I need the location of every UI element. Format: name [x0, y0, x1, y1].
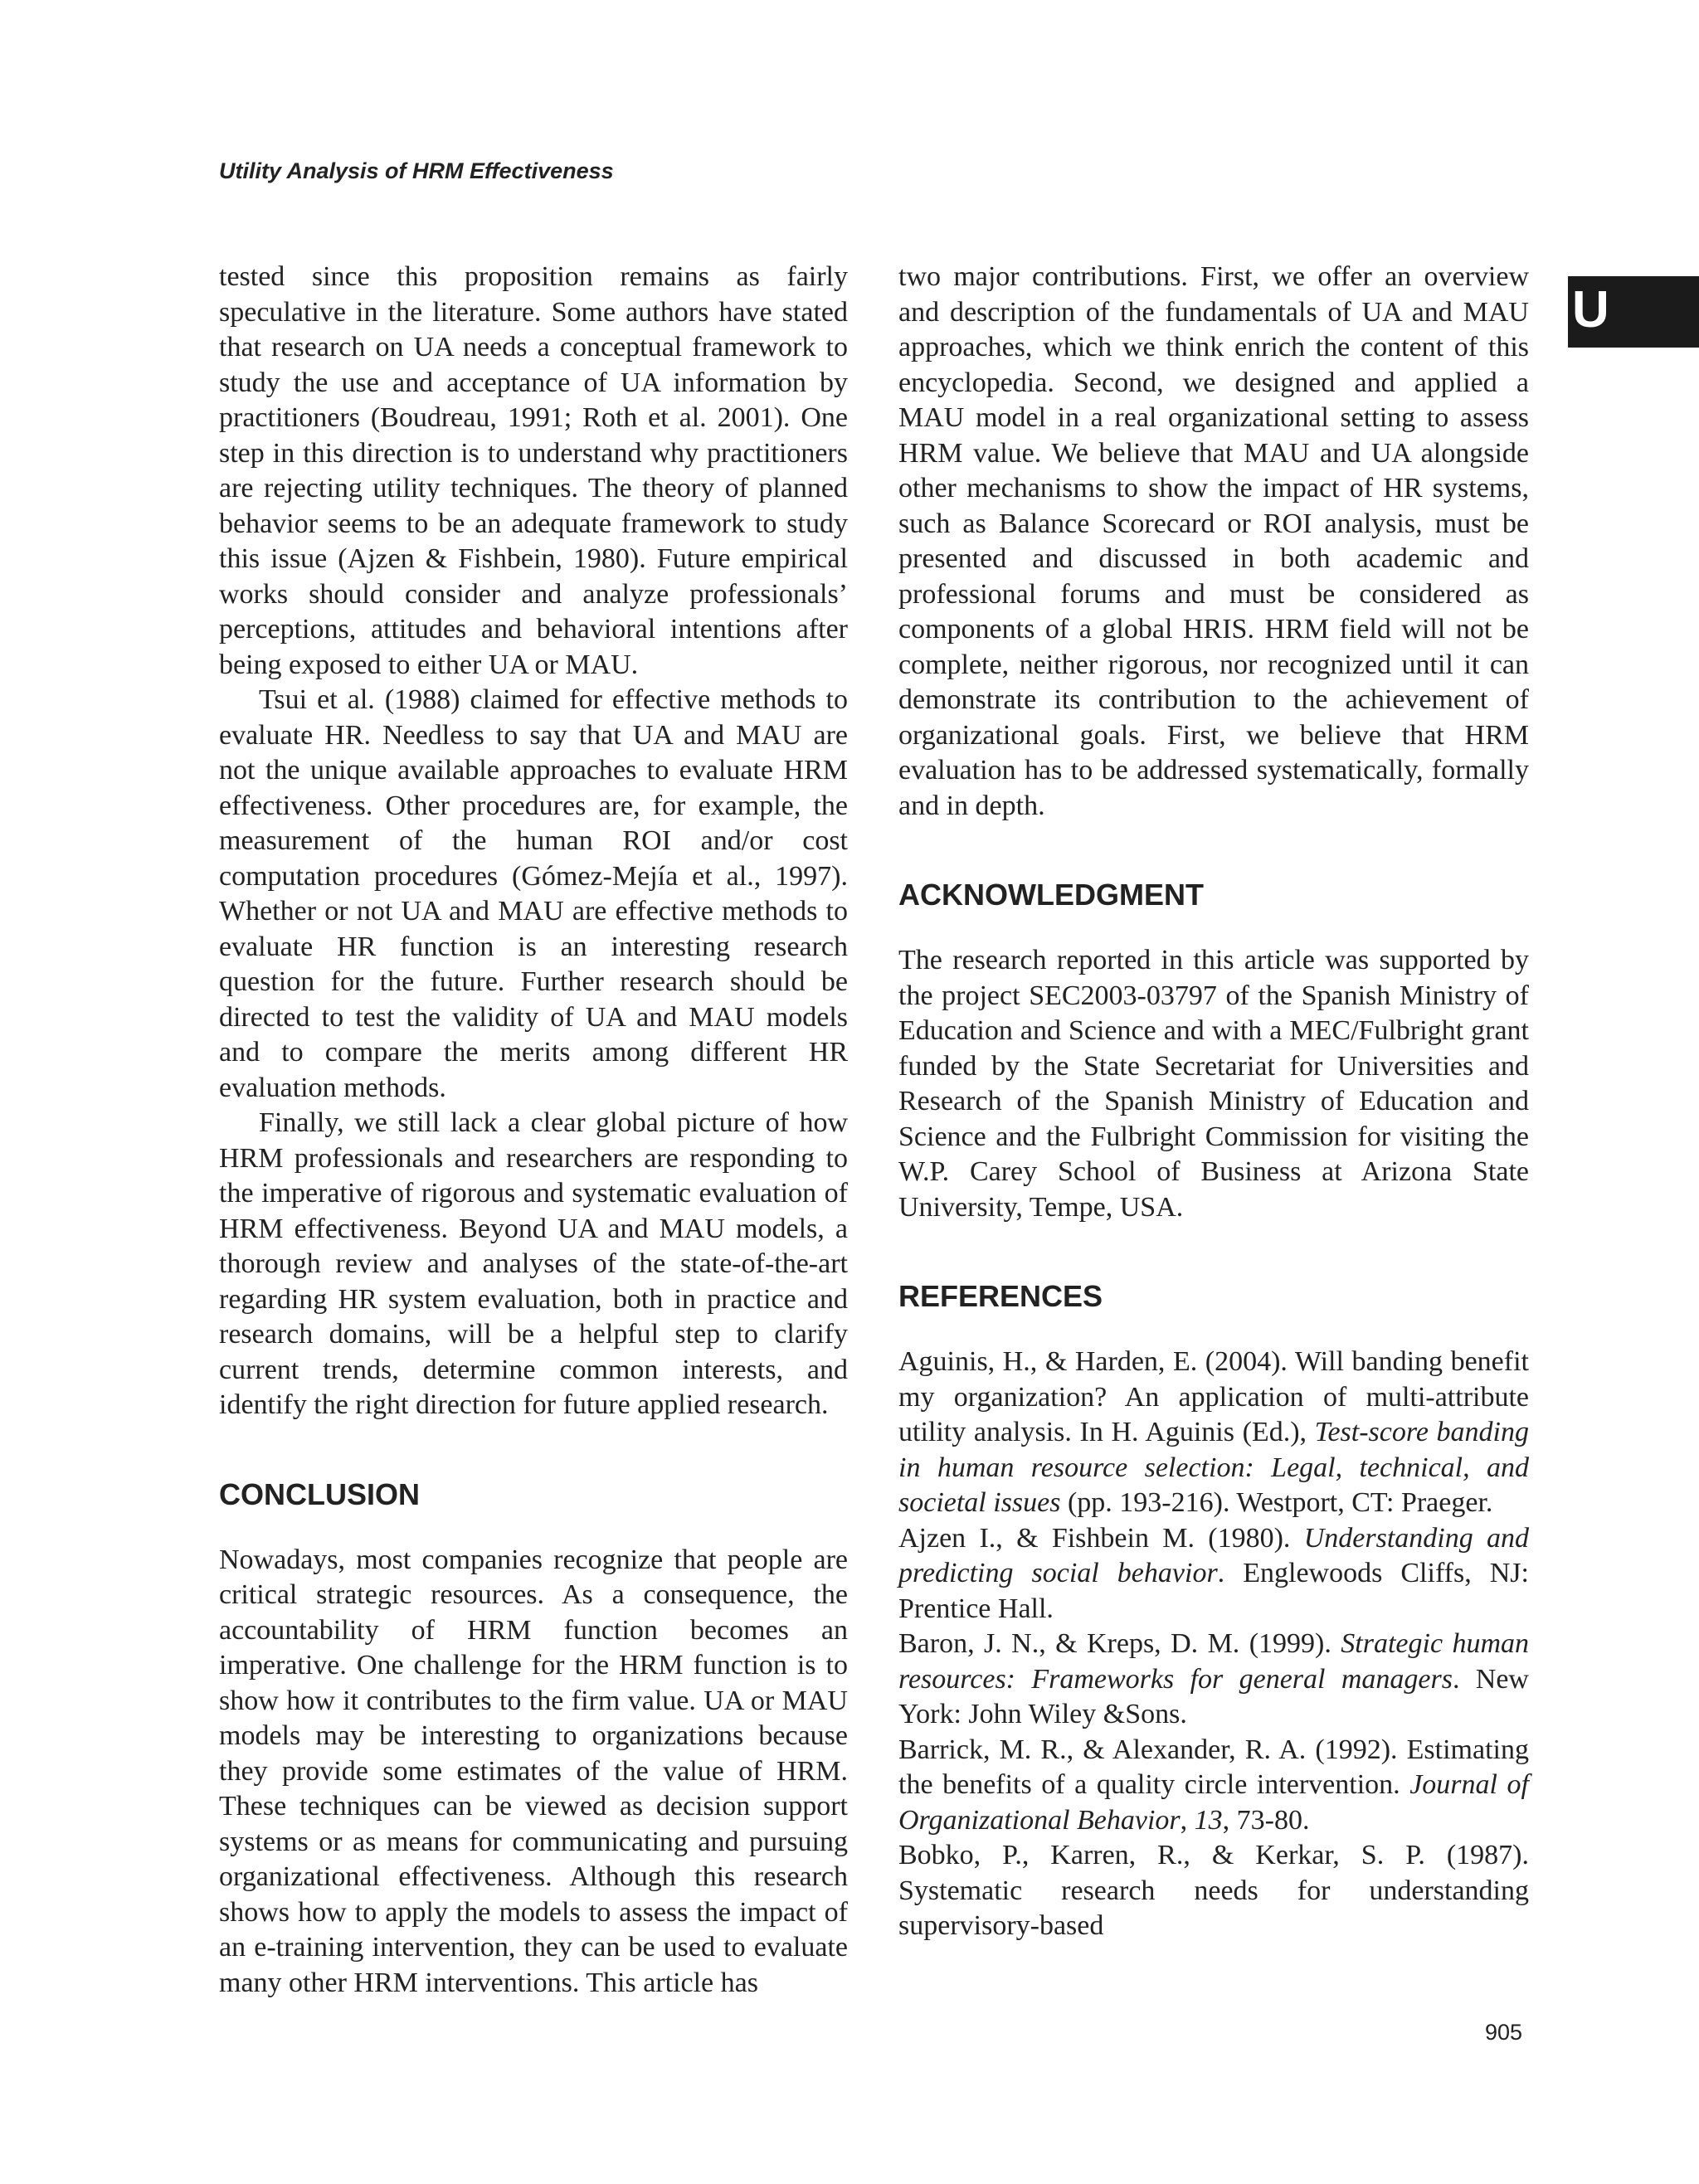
reference-item: Barrick, M. R., & Alexander, R. A. (1992). Estimating the benefits of a quality circle intervention. Journal of Organizational Behavior, 13, 73-80. [898, 1734, 1529, 1836]
body-paragraph: Finally, we still lack a clear global picture of how HRM professionals and researchers are responding to the imperative of rigorous and systematic evaluation of HRM effectiveness. Beyond UA and MAU models, a thorough review and analyses of the state-of-the-art regarding HR system evaluation, both in practice and research domains, will be a helpful step to clarify current trends, determine common interests, and identify the right direction for future applied research. [219, 1107, 848, 1420]
body-paragraph: tested since this proposition remains as fairly speculative in the literature. Some authors have stated that research on UA needs a conceptual framework to study the use and acceptance of UA information by practitioners (Boudreau, 1991; Roth et al. 2001). One step in this direction is to understand why practitioners are rejecting utility techniques. The theory of planned behavior seems to be an adequate framework to study this issue (Ajzen & Fishbein, 1980). Future empirical works should consider and analyze professionals’ perceptions, attitudes and behavioral intentions after being exposed to either UA or MAU. [219, 261, 848, 680]
page-number: 905 [1485, 2020, 1523, 2045]
reference-item: Baron, J. N., & Kreps, D. M. (1999). Strategic human resources: Frameworks for general managers. New York: John Wiley &Sons. [898, 1628, 1530, 1729]
reference-item: Ajzen I., & Fishbein M. (1980). Understanding and predicting social behavior. Englewoods Cliffs, NJ: Prentice Hall. [898, 1522, 1530, 1624]
reference-list [898, 1345, 1529, 1944]
acknowledgment-text: The research reported in this article was supported by the project SEC2003-03797 of the Spanish Ministry of Education and Science and with a MEC/Fulbright grant funded by the State Secretariat for Universities and Research of the Spanish Ministry of Education and Science and the Fulbright Commission for visiting the W.P. Carey School of Business at Arizona State University, Tempe, USA. [898, 945, 1529, 1223]
references-heading: REFERENCES [898, 1279, 1103, 1313]
body-paragraph: Tsui et al. (1988) claimed for effective methods to evaluate HR. Needless to say that UA and MAU are not the unique available approaches to evaluate HRM effectiveness. Other procedures are, for example, the measurement of the human ROI and/or cost computation procedures (Gómez-Mejía et al., 1997). Whether or not UA and MAU are effective methods to evaluate HR function is an interesting research question for the future. Further research should be directed to test the validity of UA and MAU models and to compare the merits among different HR evaluation methods. [219, 684, 848, 1103]
conclusion-text: Nowadays, most companies recognize that people are critical strategic resources. As a consequence, the accountability of HRM function becomes an imperative. One challenge for the HRM function is to show how it contributes to the firm value. UA or MAU models may be interesting to organizations because they provide some estimates of the value of HRM. These techniques can be viewed as decision support systems or as means for communicating and pursuing organizational effectiveness. Although this research shows how to apply the models to assess the impact of an e-training intervention, they can be used to evaluate many other HRM interventions. This article has [219, 1544, 848, 1998]
reference-item: Aguinis, H., & Harden, E. (2004). Will banding benefit my organization? An application of multi-attribute utility analysis. In H. Aguinis (Ed.), Test-score banding in human resource selection: Legal, technical, and societal issues (pp. 193-216). Westport, CT: Praeger. [898, 1346, 1529, 1518]
section-tab-letter: U [1572, 281, 1609, 338]
acknowledgment-heading: ACKNOWLEDGMENT [898, 878, 1204, 912]
left-column [219, 260, 848, 2001]
body-paragraph: two major contributions. First, we offer an overview and description of the fundamentals of UA and MAU approaches, which we think enrich the content of this encyclopedia. Second, we designed and applied a MAU model in a real organizational setting to assess HRM value. We believe that MAU and UA alongside other mechanisms to show the impact of HR systems, such as Balance Scorecard or ROI analysis, must be presented and discussed in both academic and professional forums and must be considered as components of a global HRIS. HRM field will not be complete, neither rigorous, nor recognized until it can demonstrate its contribution to the achievement of organizational goals. First, we believe that HRM evaluation has to be addressed systematically, formally and in depth. [898, 261, 1529, 821]
conclusion-heading: CONCLUSION [219, 1476, 420, 1511]
running-header: Utility Analysis of HRM Effectiveness [219, 158, 614, 183]
right-column [898, 260, 1529, 1944]
reference-item: Bobko, P., Karren, R., & Kerkar, S. P. (1987). Systematic research needs for understanding supervisory-based [898, 1840, 1529, 1941]
